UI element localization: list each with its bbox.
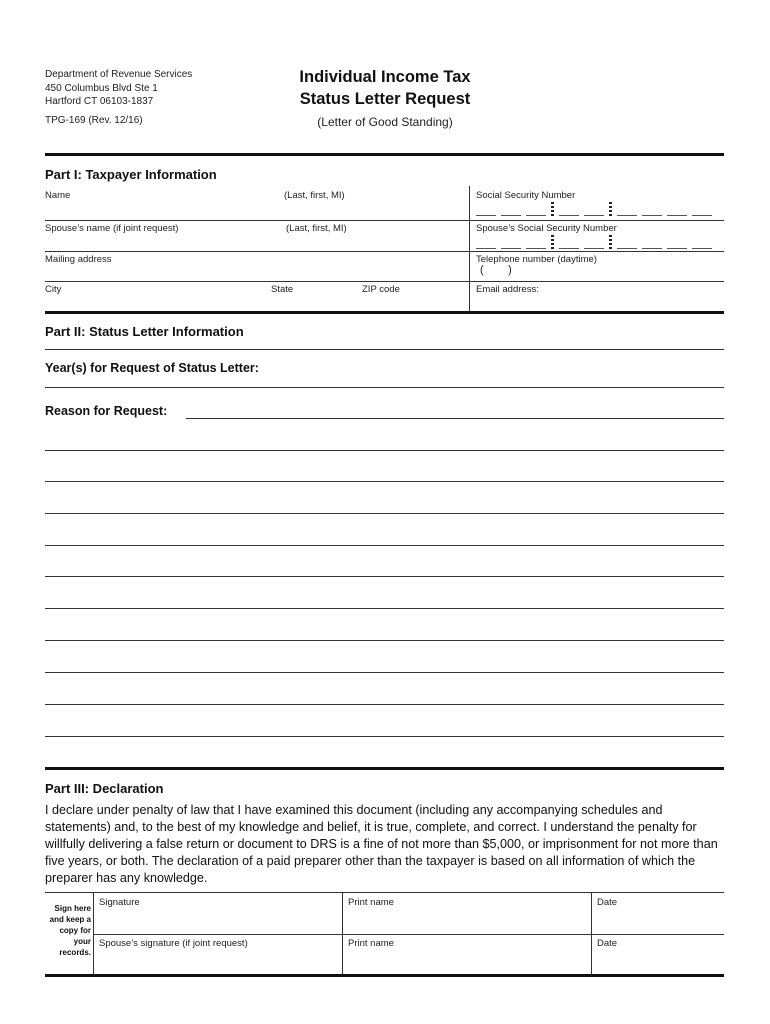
print-name-field[interactable] xyxy=(344,908,589,932)
mailing-address-label: Mailing address xyxy=(45,254,112,265)
ssn-label: Social Security Number xyxy=(476,190,576,201)
reason-field[interactable] xyxy=(186,400,722,418)
agency-name: Department of Revenue Services xyxy=(45,69,193,80)
years-label: Year(s) for Request of Status Letter: xyxy=(45,361,259,375)
form-bottom-rule xyxy=(45,974,724,977)
years-rule xyxy=(45,387,724,388)
part1-title: Part I: Taxpayer Information xyxy=(45,167,217,182)
spouse-signature-label: Spouse’s signature (if joint request) xyxy=(99,938,248,949)
reason-line xyxy=(45,545,724,546)
city-label: City xyxy=(45,284,62,295)
print-name-label: Print name xyxy=(348,897,394,908)
reason-label: Reason for Request: xyxy=(45,404,168,418)
spouse-print-name-field[interactable] xyxy=(344,949,589,973)
reason-line xyxy=(45,672,724,673)
mailing-address-field[interactable] xyxy=(45,264,465,280)
declaration-text: I declare under penalty of law that I have examined this document (including any accompanying schedules and statements) and, to the best of my knowledge and belief, it is true, complete, and correct. I understand the penalty for willfully delivering a false return or document to DRS is a fine of not more than $5,000, or imprisonment for not more than five years, or both. The declaration of a paid preparer other than the taxpayer is based on all information of which the preparer has any knowledge. xyxy=(45,803,718,885)
date-label: Date xyxy=(597,897,618,908)
spouse-name-field[interactable] xyxy=(45,233,465,251)
row-divider xyxy=(45,281,724,282)
name-label: Name xyxy=(45,190,71,201)
reason-line xyxy=(45,450,724,451)
spouse-ssn-field[interactable] xyxy=(476,235,717,249)
reason-line xyxy=(45,513,724,514)
name-field[interactable] xyxy=(45,200,465,218)
part2-title-rule xyxy=(45,349,724,350)
zip-label: ZIP code xyxy=(362,284,400,295)
row-divider xyxy=(45,220,724,221)
city-state-zip-field[interactable] xyxy=(45,294,465,310)
row-divider xyxy=(45,251,724,252)
email-field[interactable] xyxy=(476,294,722,310)
spouse-ssn-label: Spouse’s Social Security Number xyxy=(476,223,617,234)
part1-divider xyxy=(45,311,724,314)
phone-label: Telephone number (daytime) xyxy=(476,254,597,265)
form-title xyxy=(250,66,520,110)
reason-line xyxy=(45,736,724,737)
part2-title: Part II: Status Letter Information xyxy=(45,324,244,339)
part1-column-divider xyxy=(469,186,470,312)
header-divider xyxy=(45,153,724,156)
reason-line xyxy=(45,704,724,705)
spouse-date-label: Date xyxy=(597,938,618,949)
sign-here-note: Sign here and keep a copy for your records. xyxy=(49,904,91,957)
form-title-line2: Status Letter Request xyxy=(299,90,471,108)
signature-label: Signature xyxy=(99,897,140,908)
name-hint: (Last, first, MI) xyxy=(284,190,345,201)
reason-line xyxy=(186,418,724,419)
signature-table-top xyxy=(45,892,724,893)
email-label: Email address: xyxy=(476,284,539,295)
part2-divider xyxy=(45,767,724,770)
form-subtitle: (Letter of Good Standing) xyxy=(317,115,453,129)
spouse-name-hint: (Last, first, MI) xyxy=(286,223,347,234)
phone-field[interactable]: ( ) xyxy=(480,264,512,276)
reason-line xyxy=(45,608,724,609)
agency-address-street: 450 Columbus Blvd Ste 1 xyxy=(45,82,158,94)
agency-block xyxy=(45,68,192,109)
ssn-field[interactable] xyxy=(476,202,717,216)
spouse-print-name-label: Print name xyxy=(348,938,394,949)
years-field[interactable] xyxy=(285,360,721,380)
form-id: TPG-169 (Rev. 12/16) xyxy=(45,115,143,126)
spouse-name-label: Spouse’s name (if joint request) xyxy=(45,223,179,234)
part3-title: Part III: Declaration xyxy=(45,781,164,796)
form-title-line1: Individual Income Tax xyxy=(299,68,471,86)
reason-line xyxy=(45,481,724,482)
signature-field[interactable] xyxy=(95,908,340,932)
reason-line xyxy=(45,576,724,577)
spouse-signature-field[interactable] xyxy=(95,949,340,973)
date-field[interactable] xyxy=(593,908,722,932)
state-label: State xyxy=(271,284,294,295)
agency-address-city: Hartford CT 06103-1837 xyxy=(45,96,154,107)
signature-row-divider xyxy=(93,934,724,935)
spouse-date-field[interactable] xyxy=(593,949,722,973)
reason-line xyxy=(45,640,724,641)
